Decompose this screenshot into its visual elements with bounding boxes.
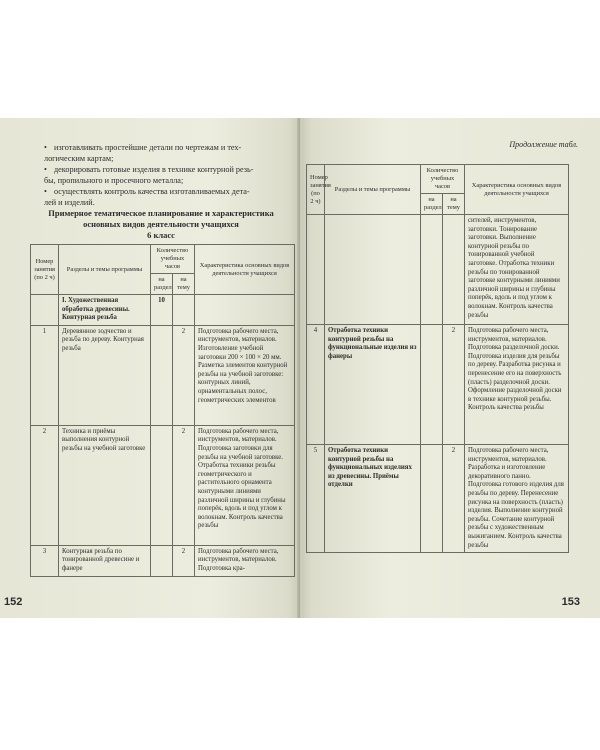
- bullet-item-cont: бы, пропильного и просечного металла;: [44, 176, 184, 185]
- header-num: Номер занятия (по 2 ч): [31, 245, 59, 295]
- bullet-item-cont: логическим картам;: [44, 154, 114, 163]
- header-num: Номер занятия (по 2 ч): [307, 165, 325, 215]
- table-heading: Примерное тематическое планирование и характеристика основных видов деятельности учащихся 6 класс: [30, 208, 292, 241]
- bullet-item-cont: лей и изделий.: [44, 198, 95, 207]
- table-row: 5 Отработка техники контурной резьбы на функциональных изделиях из древесины. Приёмы отделки 2 Подготовка рабочего места, инструментов, материалов. Разработка и изготовление декоративного панно. Подготовка готового изделия для резьбы по дереву. Перенесение рисунка на поверхность (пласть) изделия. Выполнение контурной резьбы. Сочетание контурной резьбы с художественным выжиганием. Контроль качества резьбы: [307, 445, 569, 553]
- page-number-left: 152: [4, 596, 23, 608]
- header-hours-section: на раздел: [151, 274, 173, 295]
- plan-table-left: [30, 244, 295, 577]
- header-topic: Разделы и темы программы: [59, 245, 151, 295]
- left-page: [0, 118, 300, 618]
- open-book: [0, 118, 600, 618]
- bullet-list: [44, 142, 294, 208]
- table-row: 1 Деревянное зодчество и резьба по дереву. Контурная резьба 2 Подготовка рабочего места, инструментов, материалов. Изготовление учебной заготовки 200 × 100 × 20 мм. Разметка элементов контурной резьбы на учебной заготовке: контурных линий, орнаментальных полос, геометрических элементов: [31, 325, 295, 425]
- bullet-item: • осуществлять контроль качества изготавливаемых дета-: [44, 187, 250, 196]
- bullet-item: • изготавливать простейшие детали по чертежам и тех-: [44, 143, 242, 152]
- section-title: I. Художественная обработка древесины. Контурная резьба: [59, 295, 151, 326]
- header-hours: Количество учебных часов: [151, 245, 195, 274]
- header-activity: Характеристика основных видов деятельности учащихся: [465, 165, 569, 215]
- header-topic: Разделы и темы программы: [325, 165, 421, 215]
- header-hours-topic: на тему: [443, 194, 465, 215]
- plan-table-right: [306, 164, 569, 553]
- section-hours: 10: [151, 295, 173, 326]
- page-number-right: 153: [561, 596, 580, 608]
- table-row: сителей, инструментов, заготовки. Тонирование заготовки. Выполнение контурной резьбы по тонированной учебной заготовке. Отработка техники резьбы по тонированной заготовке контурными линиями различной ширины и глубины поперёк, вдоль и под углом к волокнам. Контроль качества резьбы: [307, 215, 569, 325]
- header-hours-topic: на тему: [173, 274, 195, 295]
- header-hours: Количество учебных часов: [421, 165, 465, 194]
- table-row: 4 Отработка техники контурной резьбы на функциональные изделия из фанеры 2 Подготовка рабочего места, инструментов, материалов. Подготовка разделочной доски. Подготовка изделия для резьбы по дереву. Разработка рисунка и перенесение его на поверхность (пласть) разделочной доски. Оформление разделочной доски в технике контурной резьбы. Контроль качества резьбы: [307, 325, 569, 445]
- header-activity: Характеристика основных видов деятельности учащихся: [195, 245, 295, 295]
- bullet-item: • декорировать готовые изделия в технике контурной резь-: [44, 165, 254, 174]
- table-row: 2 Техника и приёмы выполнения контурной резьбы на учебной заготовке 2 Подготовка рабочего места, инструментов, материалов. Подготовка заготовки для резьбы на учебной заготовке. Отработка техники резьбы геометрического и растительного орнамента контурными линиями различной ширины и глубины поперёк, вдоль и под углом к волокнам. Контроль качества резьбы: [31, 425, 295, 545]
- right-page: [300, 118, 600, 618]
- continuation-label: Продолжение табл.: [509, 140, 578, 149]
- grade-label: 6 класс: [147, 230, 175, 240]
- table-row: 3 Контурная резьба по тонированной древесине и фанере 2 Подготовка рабочего места, инструментов, материалов. Подготовка кра-: [31, 545, 295, 576]
- section-row: [31, 295, 295, 326]
- header-hours-section: на раздел: [421, 194, 443, 215]
